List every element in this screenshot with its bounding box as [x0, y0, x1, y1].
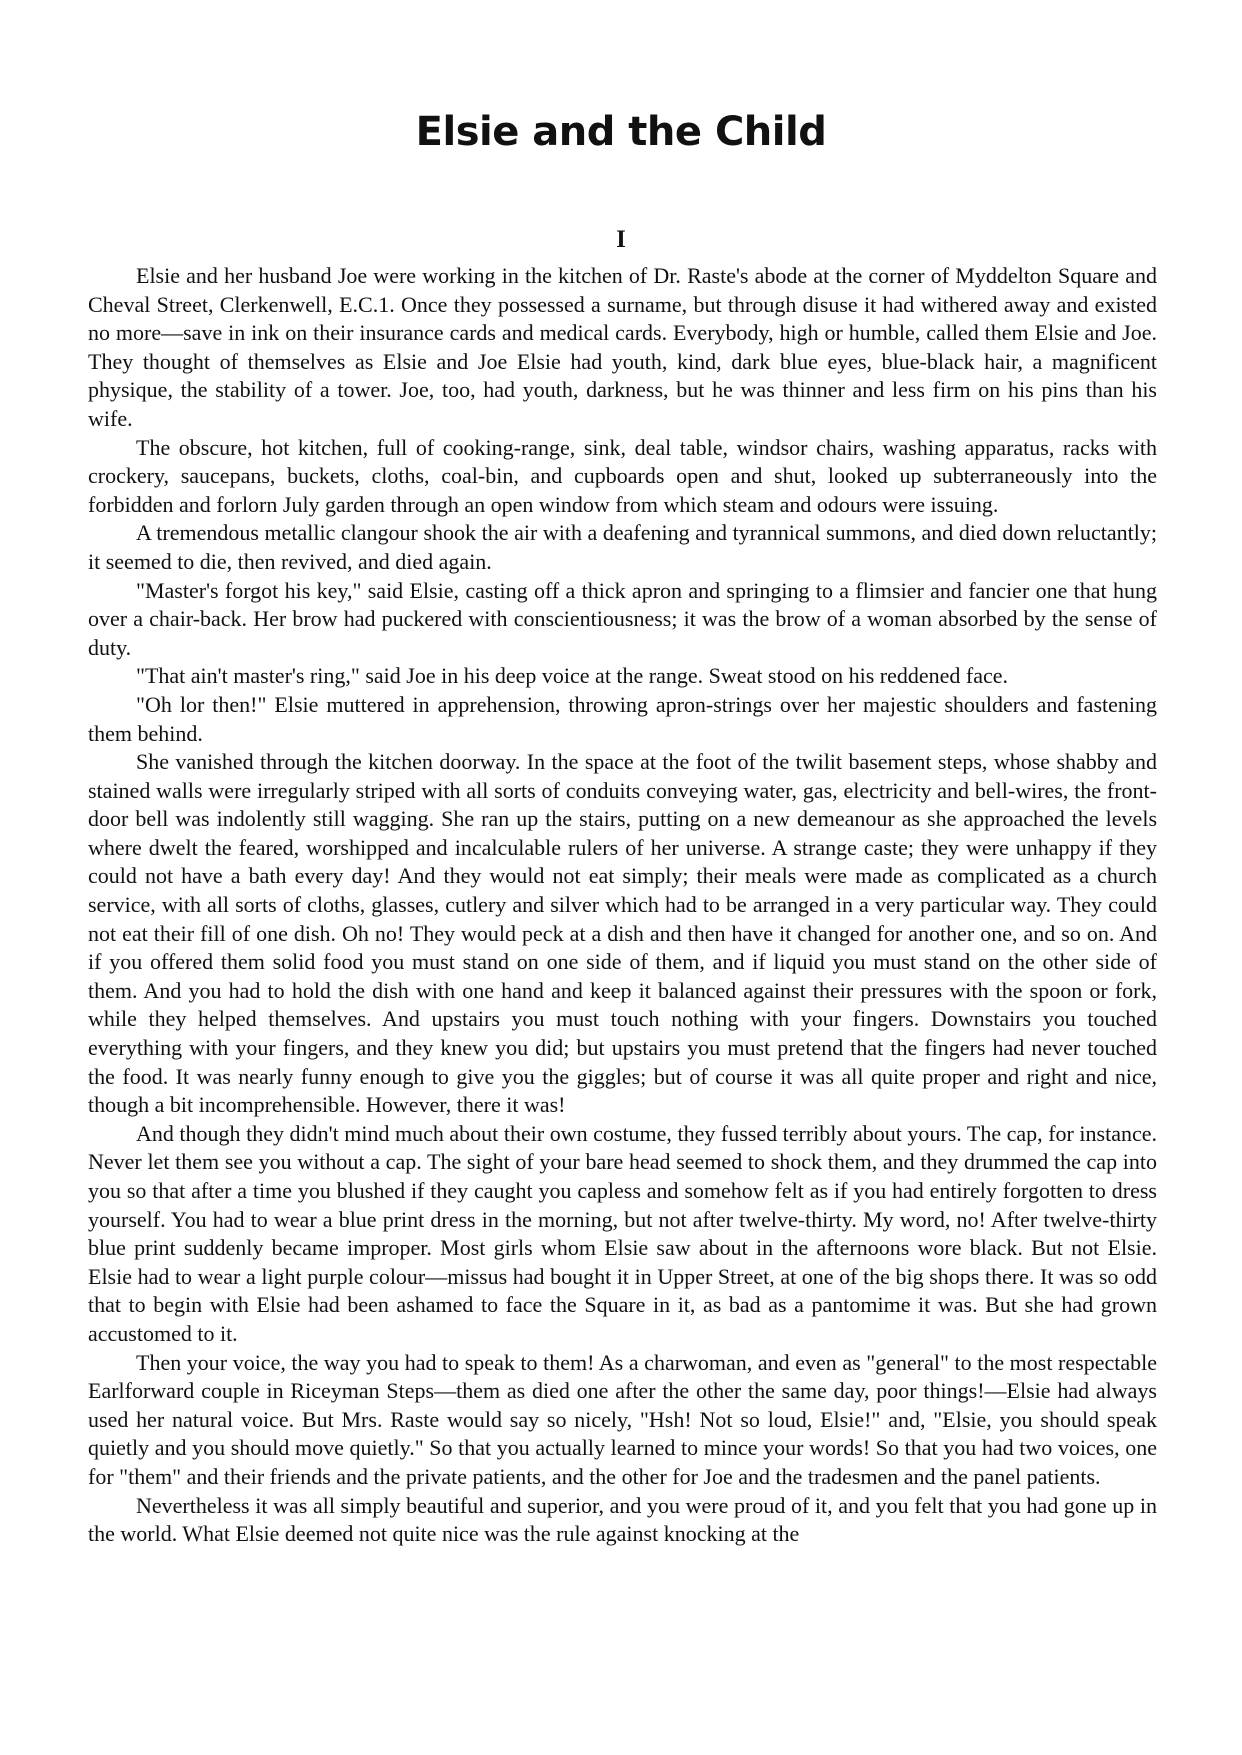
paragraph: The obscure, hot kitchen, full of cooking-range, sink, deal table, windsor chairs, washing apparatus, racks with crockery, saucepans, buckets, cloths, coal-bin, and cupboards open and shut, looked up subterraneously into the forbidden and forlorn July garden through an open window from which steam and odours were issuing.: [88, 434, 1157, 517]
paragraph: She vanished through the kitchen doorway. In the space at the foot of the twilit basement steps, whose shabby and stained walls were irregularly striped with all sorts of conduits conveying water, gas, electricity and bell-wires, the front-door bell was indolently still wagging. She ran up the stairs, putting on a new demeanour as she approached the levels where dwelt the feared, worshipped and incalculable rulers of her universe. A strange caste; they were unhappy if they could not have a bath every day! And they would not eat simply; their meals were made as complicated as a church service, with all sorts of cloths, glasses, cutlery and silver which had to be arranged in a very particular way. They could not eat their fill of one dish. Oh no! They would peck at a dish and then have it changed for another one, and so on. And if you offered them solid food you must stand on one side of them, and if liquid you must stand on the other side of them. And you had to hold the dish with one hand and keep it balanced against their pressures with the spoon or fork, while they helped themselves. And upstairs you must touch nothing with your fingers. Downstairs you touched everything with your fingers, and they knew you did; but upstairs you must pretend that the fingers had never touched the food. It was nearly funny enough to give you the giggles; but of course it was all quite proper and right and nice, though a bit incomprehensible. However, there it was!: [88, 749, 1157, 1118]
paragraph: "That ain't master's ring," said Joe in his deep voice at the range. Sweat stood on his reddened face.: [136, 663, 1009, 689]
document-title: Elsie and the Child: [415, 109, 827, 155]
paragraph: Nevertheless it was all simply beautiful and superior, and you were proud of it, and you felt that you had gone up in the world. What Elsie deemed not quite nice was the rule against knocking at the: [88, 1492, 1157, 1547]
chapter-heading: I: [616, 226, 626, 253]
paragraph: Elsie and her husband Joe were working in the kitchen of Dr. Raste's abode at the corner of Myddelton Square and Cheval Street, Clerkenwell, E.C.1. Once they possessed a surname, but through disuse it had withered away and existed no more—save in ink on their insurance cards and medical cards. Everybody, high or humble, called them Elsie and Joe. They thought of themselves as Elsie and Joe Elsie had youth, kind, dark blue eyes, blue-black hair, a magnificent physique, the stability of a tower. Joe, too, had youth, darkness, but he was thinner and less firm on his pins than his wife.: [88, 263, 1157, 431]
paragraph: Then your voice, the way you had to speak to them! As a charwoman, and even as "general" to the most respectable Earlforward couple in Riceyman Steps—them as died one after the other the same day, poor things!—Elsie had always used her natural voice. But Mrs. Raste would say so nicely, "Hsh! Not so loud, Elsie!" and, "Elsie, you should speak quietly and you should move quietly." So that you actually learned to mince your words! So that you had two voices, one for "them" and their friends and the private patients, and the other for Joe and the tradesmen and the panel patients.: [88, 1349, 1157, 1489]
paragraph: "Master's forgot his key," said Elsie, casting off a thick apron and springing to a flimsier and fancier one that hung over a chair-back. Her brow had puckered with conscientiousness; it was the brow of a woman absorbed by the sense of duty.: [88, 577, 1157, 660]
paragraph: "Oh lor then!" Elsie muttered in apprehension, throwing apron-strings over her majestic shoulders and fastening them behind.: [88, 691, 1157, 746]
paragraph: And though they didn't mind much about their own costume, they fussed terribly about yours. The cap, for instance. Never let them see you without a cap. The sight of your bare head seemed to shock them, and they drummed the cap into you so that after a time you blushed if they caught you capless and somehow felt as if you had entirely forgotten to dress yourself. You had to wear a blue print dress in the morning, but not after twelve-thirty. My word, no! After twelve-thirty blue print suddenly became improper. Most girls whom Elsie saw about in the afternoons wore black. But not Elsie. Elsie had to wear a light purple colour—missus had bought it in Upper Street, at one of the big shops there. It was so odd that to begin with Elsie had been ashamed to face the Square in it, as bad as a pantomime it was. But she had grown accustomed to it.: [88, 1120, 1157, 1346]
paragraph: A tremendous metallic clangour shook the air with a deafening and tyrannical summons, and died down reluctantly; it seemed to die, then revived, and died again.: [88, 520, 1157, 574]
body-text: [88, 262, 1157, 1549]
